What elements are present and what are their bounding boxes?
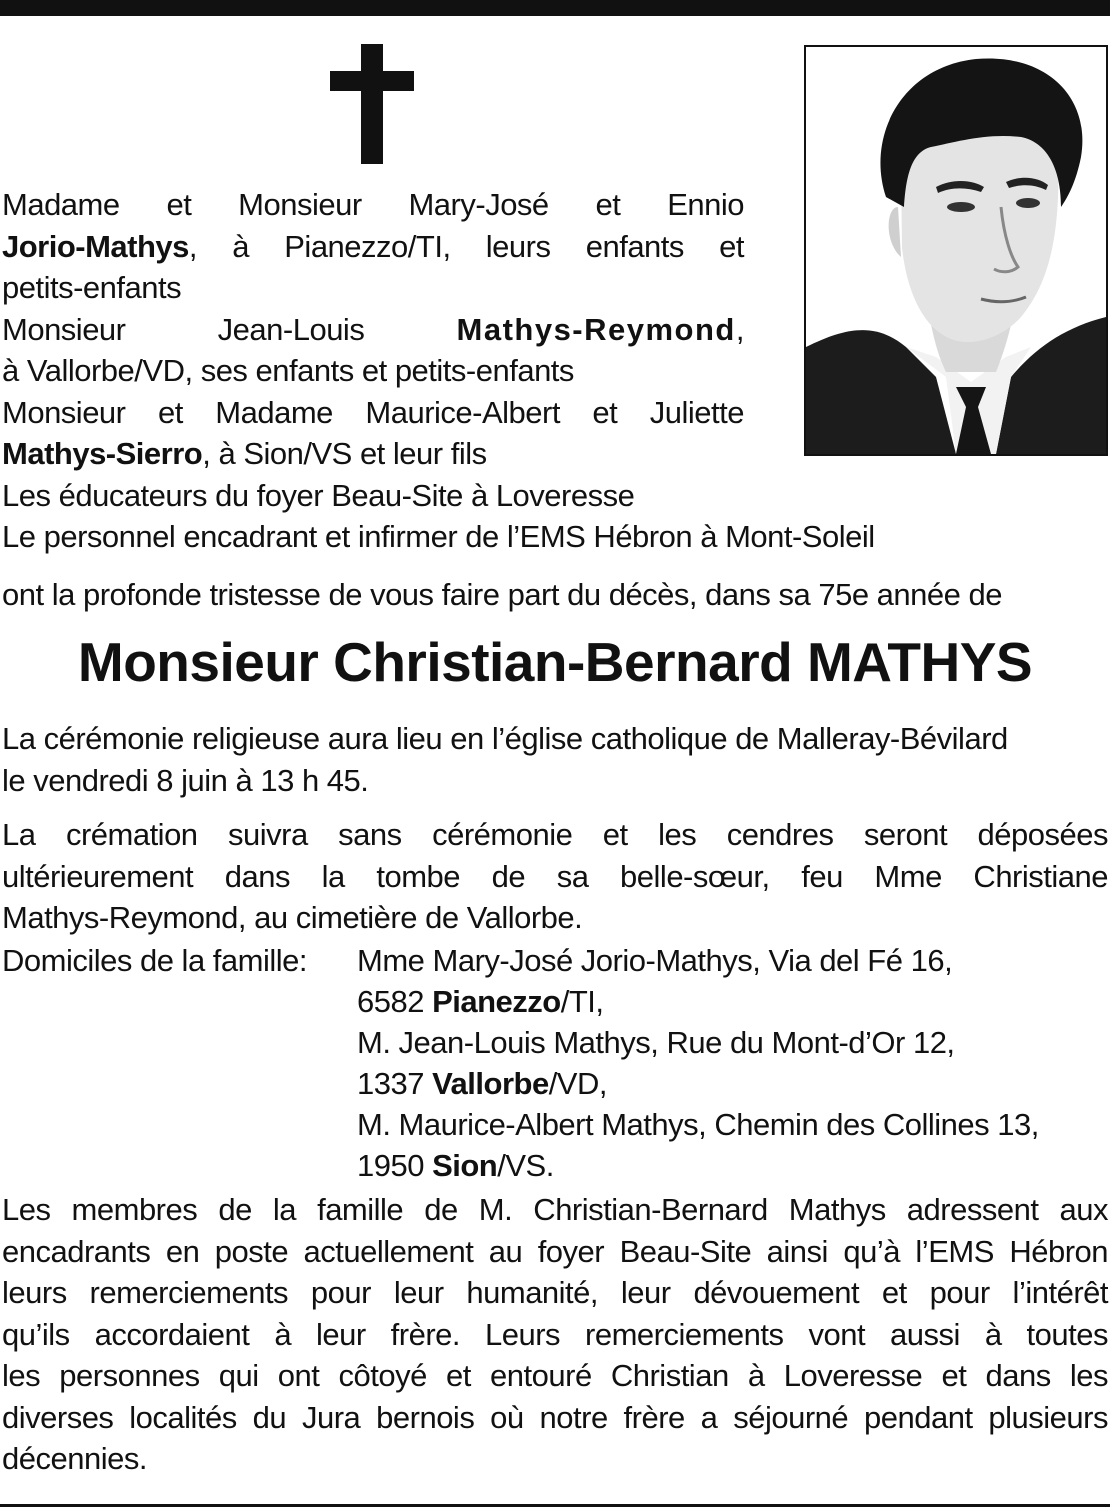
- address-line: 1950 Sion/VS.: [357, 1148, 554, 1183]
- cremation-line: La crémation suivra sans cérémonie et les cendres seront déposées: [2, 817, 1108, 852]
- family-line: Mathys-Sierro, à Sion/VS et leur fils: [2, 436, 487, 471]
- address-line: M. Jean-Louis Mathys, Rue du Mont-d’Or 12,: [357, 1025, 955, 1060]
- family-line: Les éducateurs du foyer Beau-Site à Loveresse: [2, 477, 635, 513]
- family-line: à Vallorbe/VD, ses enfants et petits-enfants: [2, 353, 574, 388]
- bottom-border-rule: [0, 1504, 1110, 1507]
- cremation-line: ultérieurement dans la tombe de sa belle-sœur, feu Mme Christiane: [2, 858, 1108, 894]
- staff-line: Le personnel encadrant et infirmer de l’EMS Hébron à Mont-Soleil: [2, 519, 875, 554]
- family-line: petits-enfants: [2, 270, 182, 305]
- domiciles-label: Domiciles de la famille:: [2, 943, 307, 978]
- thanks-line: encadrants en poste actuellement au foyer Beau-Site ainsi qu’à l’EMS Hébron: [2, 1233, 1108, 1269]
- thanks-line: qu’ils accordaient à leur frère. Leurs remerciements vont aussi à toutes: [2, 1316, 1108, 1352]
- cremation-line: Mathys-Reymond, au cimetière de Vallorbe.: [2, 900, 583, 935]
- thanks-line: Les membres de la famille de M. Christian-Bernard Mathys adressent aux: [2, 1192, 1108, 1227]
- ceremony-line: le vendredi 8 juin à 13 h 45.: [2, 762, 369, 798]
- address-line: 1337 Vallorbe/VD,: [357, 1066, 607, 1101]
- deceased-name-heading: Monsieur Christian-Bernard MATHYS: [77, 631, 1033, 693]
- family-line: Jorio-Mathys, à Pianezzo/TI, leurs enfants et: [2, 228, 744, 264]
- address-line: 6582 Pianezzo/TI,: [357, 984, 604, 1019]
- thanks-line: les personnes qui ont côtoyé et entouré Christian à Loveresse et dans les: [2, 1358, 1108, 1393]
- portrait-illustration: [806, 47, 1106, 454]
- thanks-line: leurs remerciements pour leur humanité, leur dévouement et pour l’intérêt: [2, 1275, 1108, 1310]
- address-line: Mme Mary-José Jorio-Mathys, Via del Fé 16,: [357, 943, 953, 978]
- thanks-paragraph: [2, 1189, 1108, 1480]
- family-list: [2, 184, 744, 516]
- ceremony-paragraph: [2, 718, 1108, 801]
- family-line: Monsieur Jean-Louis Mathys-Reymond,: [2, 311, 744, 347]
- address-line: M. Maurice-Albert Mathys, Chemin des Collines 13,: [357, 1107, 1039, 1142]
- thanks-line: décennies.: [2, 1441, 147, 1476]
- thanks-line: diverses localités du Jura bernois où notre frère a séjourné pendant plusieurs: [2, 1399, 1108, 1435]
- top-border-rule: [0, 0, 1110, 16]
- announcement-line: ont la profonde tristesse de vous faire part du décès, dans sa 75e année de: [2, 577, 1002, 612]
- portrait-photo: [804, 45, 1108, 456]
- ceremony-line: La cérémonie religieuse aura lieu en l’église catholique de Malleray-Bévilard: [2, 721, 1008, 756]
- family-line: Monsieur et Madame Maurice-Albert et Juliette: [2, 394, 744, 430]
- latin-cross-icon: [330, 44, 414, 164]
- family-line: Madame et Monsieur Mary-José et Ennio: [2, 187, 744, 222]
- cremation-paragraph: [2, 814, 1108, 939]
